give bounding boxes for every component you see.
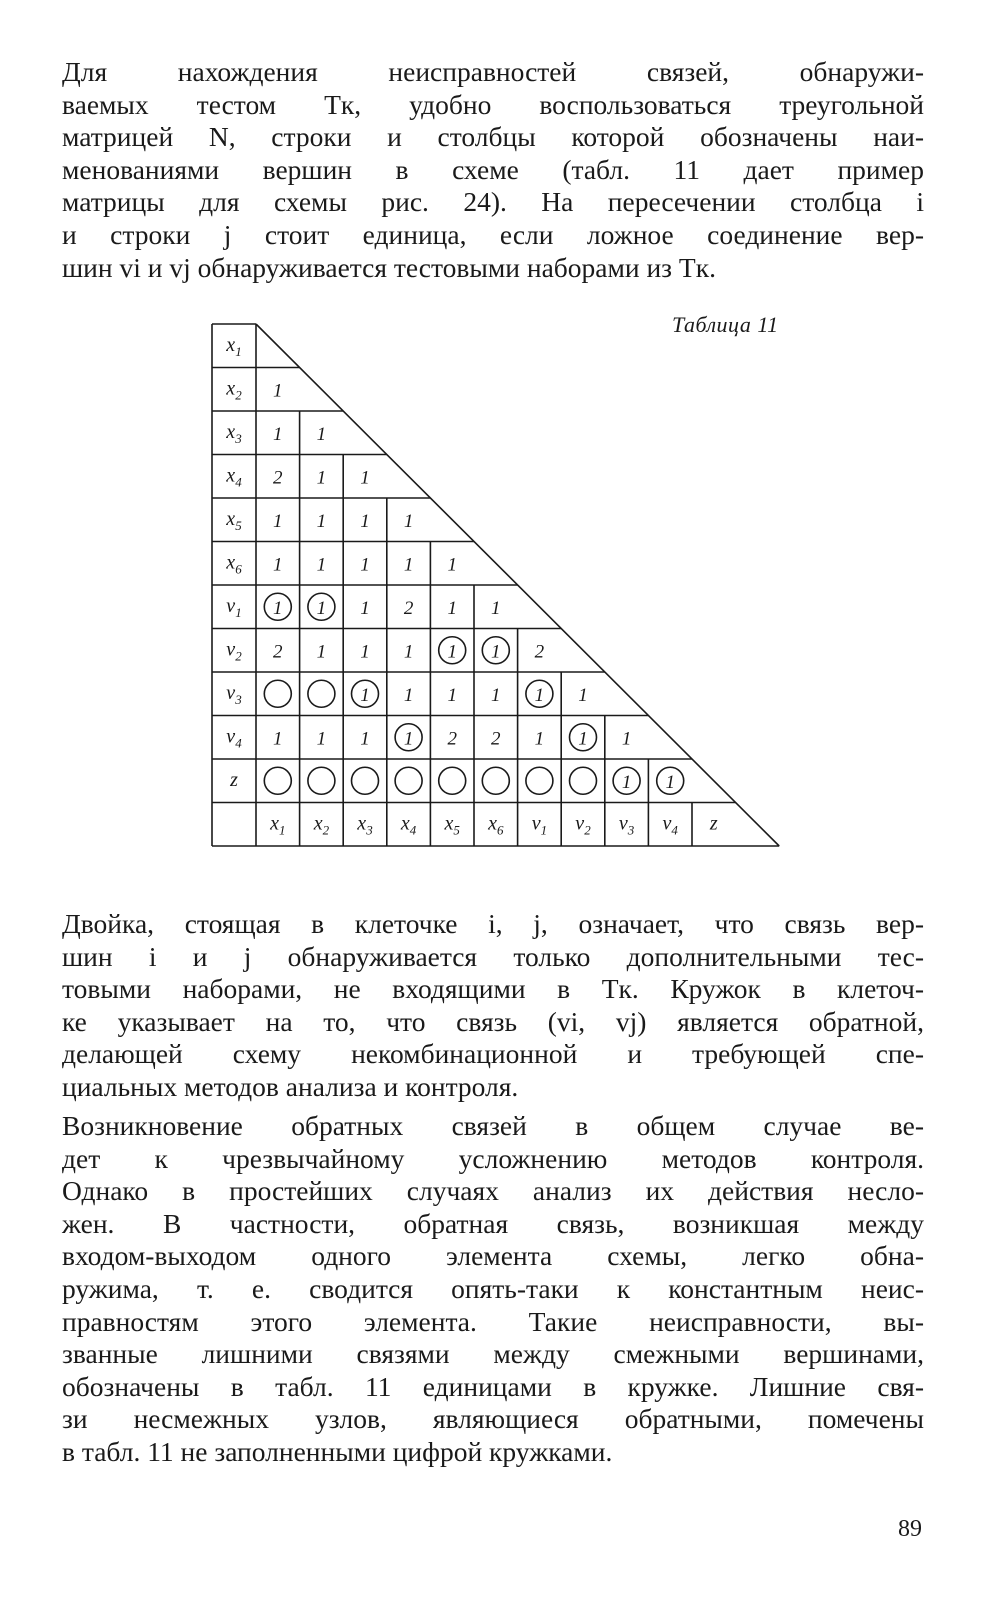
axis-label: $x_4$ bbox=[226, 464, 242, 490]
cell-value: 1 bbox=[534, 728, 545, 750]
cell-value: 1 bbox=[273, 554, 283, 576]
text-line: обозначены в табл. 11 единицами в кружке. Лишние свя- bbox=[62, 1370, 924, 1402]
text-line: циальных методов анализа и контроля. bbox=[62, 1070, 519, 1102]
paragraph-2 bbox=[62, 908, 924, 1104]
cell-value: 1 bbox=[491, 597, 501, 619]
text-line: в табл. 11 не заполненными цифрой кружками. bbox=[62, 1435, 613, 1467]
empty-circle-mark bbox=[482, 767, 509, 794]
text-line: званные лишними связями между смежными вершинами, bbox=[62, 1338, 924, 1370]
axis-label: $x_2$ bbox=[226, 377, 242, 403]
cell-value: 1 bbox=[447, 641, 457, 663]
cell-value: 1 bbox=[447, 684, 457, 706]
text-line: входом-выходом одного элемента схемы, легко обна- bbox=[62, 1240, 924, 1272]
axis-label: $x_2$ bbox=[313, 812, 330, 838]
text-line: матрицей N, строки и столбцы которой обозначены наи- bbox=[62, 121, 924, 153]
empty-circle-mark bbox=[526, 767, 553, 794]
text-line: ружима, т. е. сводится опять-таки к константным неис- bbox=[62, 1272, 924, 1304]
axis-label: $x_6$ bbox=[226, 551, 242, 577]
axis-label: $v_1$ bbox=[531, 812, 548, 838]
cell-value: 1 bbox=[316, 423, 327, 445]
cell-value: 1 bbox=[316, 597, 327, 619]
cell-value: 1 bbox=[447, 597, 457, 619]
axis-label: z bbox=[230, 768, 238, 791]
cell-value: 1 bbox=[360, 597, 370, 619]
empty-circle-mark bbox=[308, 767, 335, 794]
cell-value: 2 bbox=[447, 728, 457, 750]
cell-value: 1 bbox=[316, 554, 327, 576]
cell-value: 2 bbox=[403, 597, 414, 619]
cell-value: 2 bbox=[491, 728, 501, 750]
empty-circle-mark bbox=[264, 767, 291, 794]
axis-label: $x_1$ bbox=[270, 812, 286, 838]
cell-value: 1 bbox=[360, 467, 370, 489]
cell-value: 1 bbox=[316, 641, 327, 663]
table-caption: Таблица 11 bbox=[672, 312, 779, 337]
cell-value: 1 bbox=[360, 510, 370, 532]
cell-value: 1 bbox=[621, 771, 632, 793]
cell-value: 1 bbox=[273, 510, 283, 532]
text-line: Возникновение обратных связей в общем случае ве- bbox=[62, 1110, 924, 1141]
text-line: Для нахождения неисправностей связей, обнаружи- bbox=[62, 56, 924, 87]
text-line: матрицы для схемы рис. 24). На пересечении столбца i bbox=[62, 186, 924, 218]
empty-circle-mark bbox=[570, 767, 597, 794]
text-line: шин vi и vj обнаруживается тестовыми наборами из Tк. bbox=[62, 251, 716, 283]
axis-label: z bbox=[709, 812, 718, 835]
triangular-matrix-table bbox=[200, 318, 790, 858]
cell-value: 1 bbox=[403, 554, 414, 576]
text-line: правностям этого элемента. Такие неисправности, вы- bbox=[62, 1305, 924, 1337]
axis-label: $v_3$ bbox=[226, 681, 242, 707]
cell-value: 1 bbox=[491, 641, 501, 663]
cell-value: 1 bbox=[403, 641, 414, 663]
text-line: делающей схему некомбинационной и требующей спе- bbox=[62, 1038, 924, 1070]
cell-value: 1 bbox=[360, 728, 370, 750]
axis-label: $x_3$ bbox=[226, 420, 242, 446]
cell-value: 1 bbox=[316, 510, 327, 532]
text-line: зи несмежных узлов, являющиеся обратными, помечены bbox=[62, 1403, 924, 1435]
empty-circle-mark bbox=[264, 680, 291, 707]
axis-label: $x_3$ bbox=[357, 812, 373, 838]
axis-label: $v_2$ bbox=[575, 812, 591, 838]
empty-circle-mark bbox=[439, 767, 466, 794]
text-line: дет к чрезвычайному усложнению методов контроля. bbox=[62, 1142, 924, 1174]
cell-value: 1 bbox=[578, 684, 588, 706]
cell-value: 1 bbox=[273, 380, 283, 402]
axis-label: $x_4$ bbox=[400, 812, 417, 838]
cell-value: 1 bbox=[665, 771, 675, 793]
cell-value: 2 bbox=[273, 467, 283, 489]
cell-value: 1 bbox=[578, 728, 588, 750]
cell-value: 1 bbox=[621, 728, 632, 750]
paragraph-3 bbox=[62, 1110, 924, 1469]
axis-label: $x_5$ bbox=[226, 507, 242, 533]
cell-value: 2 bbox=[273, 641, 283, 663]
cell-value: 1 bbox=[403, 510, 414, 532]
cell-value: 1 bbox=[273, 423, 283, 445]
cell-value: 1 bbox=[273, 728, 283, 750]
axis-label: $v_2$ bbox=[226, 638, 242, 664]
axis-label: $v_4$ bbox=[662, 812, 678, 838]
cell-value: 1 bbox=[403, 684, 414, 706]
cell-value: 1 bbox=[360, 684, 370, 706]
cell-value: 1 bbox=[534, 684, 545, 706]
text-line: шин i и j обнаруживается только дополнительными тес- bbox=[62, 940, 924, 972]
cell-value: 1 bbox=[360, 641, 370, 663]
axis-label: $x_1$ bbox=[226, 333, 242, 359]
paragraph-1 bbox=[62, 56, 924, 284]
cell-value: 1 bbox=[316, 728, 327, 750]
axis-label: $v_3$ bbox=[618, 812, 635, 838]
empty-circle-mark bbox=[352, 767, 379, 794]
axis-label: $v_1$ bbox=[226, 594, 242, 620]
text-line: ке указывает на то, что связь (vi, vj) является обратной, bbox=[62, 1005, 924, 1037]
text-line: Двойка, стоящая в клеточке i, j, означает, что связь вер- bbox=[62, 908, 924, 939]
text-line: Однако в простейших случаях анализ их действия неслo- bbox=[62, 1175, 924, 1207]
cell-value: 2 bbox=[534, 641, 545, 663]
axis-label: $v_4$ bbox=[226, 725, 242, 751]
cell-value: 1 bbox=[360, 554, 370, 576]
empty-circle-mark bbox=[308, 680, 335, 707]
axis-label: $x_5$ bbox=[444, 812, 460, 838]
text-line: жен. В частности, обратная связь, возникшая между bbox=[62, 1207, 924, 1239]
page-number: 89 bbox=[898, 1516, 922, 1542]
text-line: и строки j стоит единица, если ложное соединение вер- bbox=[62, 218, 924, 250]
cell-value: 1 bbox=[316, 467, 327, 489]
cell-value: 1 bbox=[403, 728, 414, 750]
cell-value: 1 bbox=[447, 554, 457, 576]
text-line: ваемых тестом Tк, удобно воспользоваться треугольной bbox=[62, 88, 924, 120]
cell-value: 1 bbox=[491, 684, 501, 706]
axis-label: $x_6$ bbox=[488, 812, 504, 838]
empty-circle-mark bbox=[395, 767, 422, 794]
text-line: товыми наборами, не входящими в Tк. Кружок в клеточ- bbox=[62, 973, 924, 1005]
cell-value: 1 bbox=[273, 597, 283, 619]
text-line: менованиями вершин в схеме (табл. 11 дает пример bbox=[62, 153, 924, 185]
